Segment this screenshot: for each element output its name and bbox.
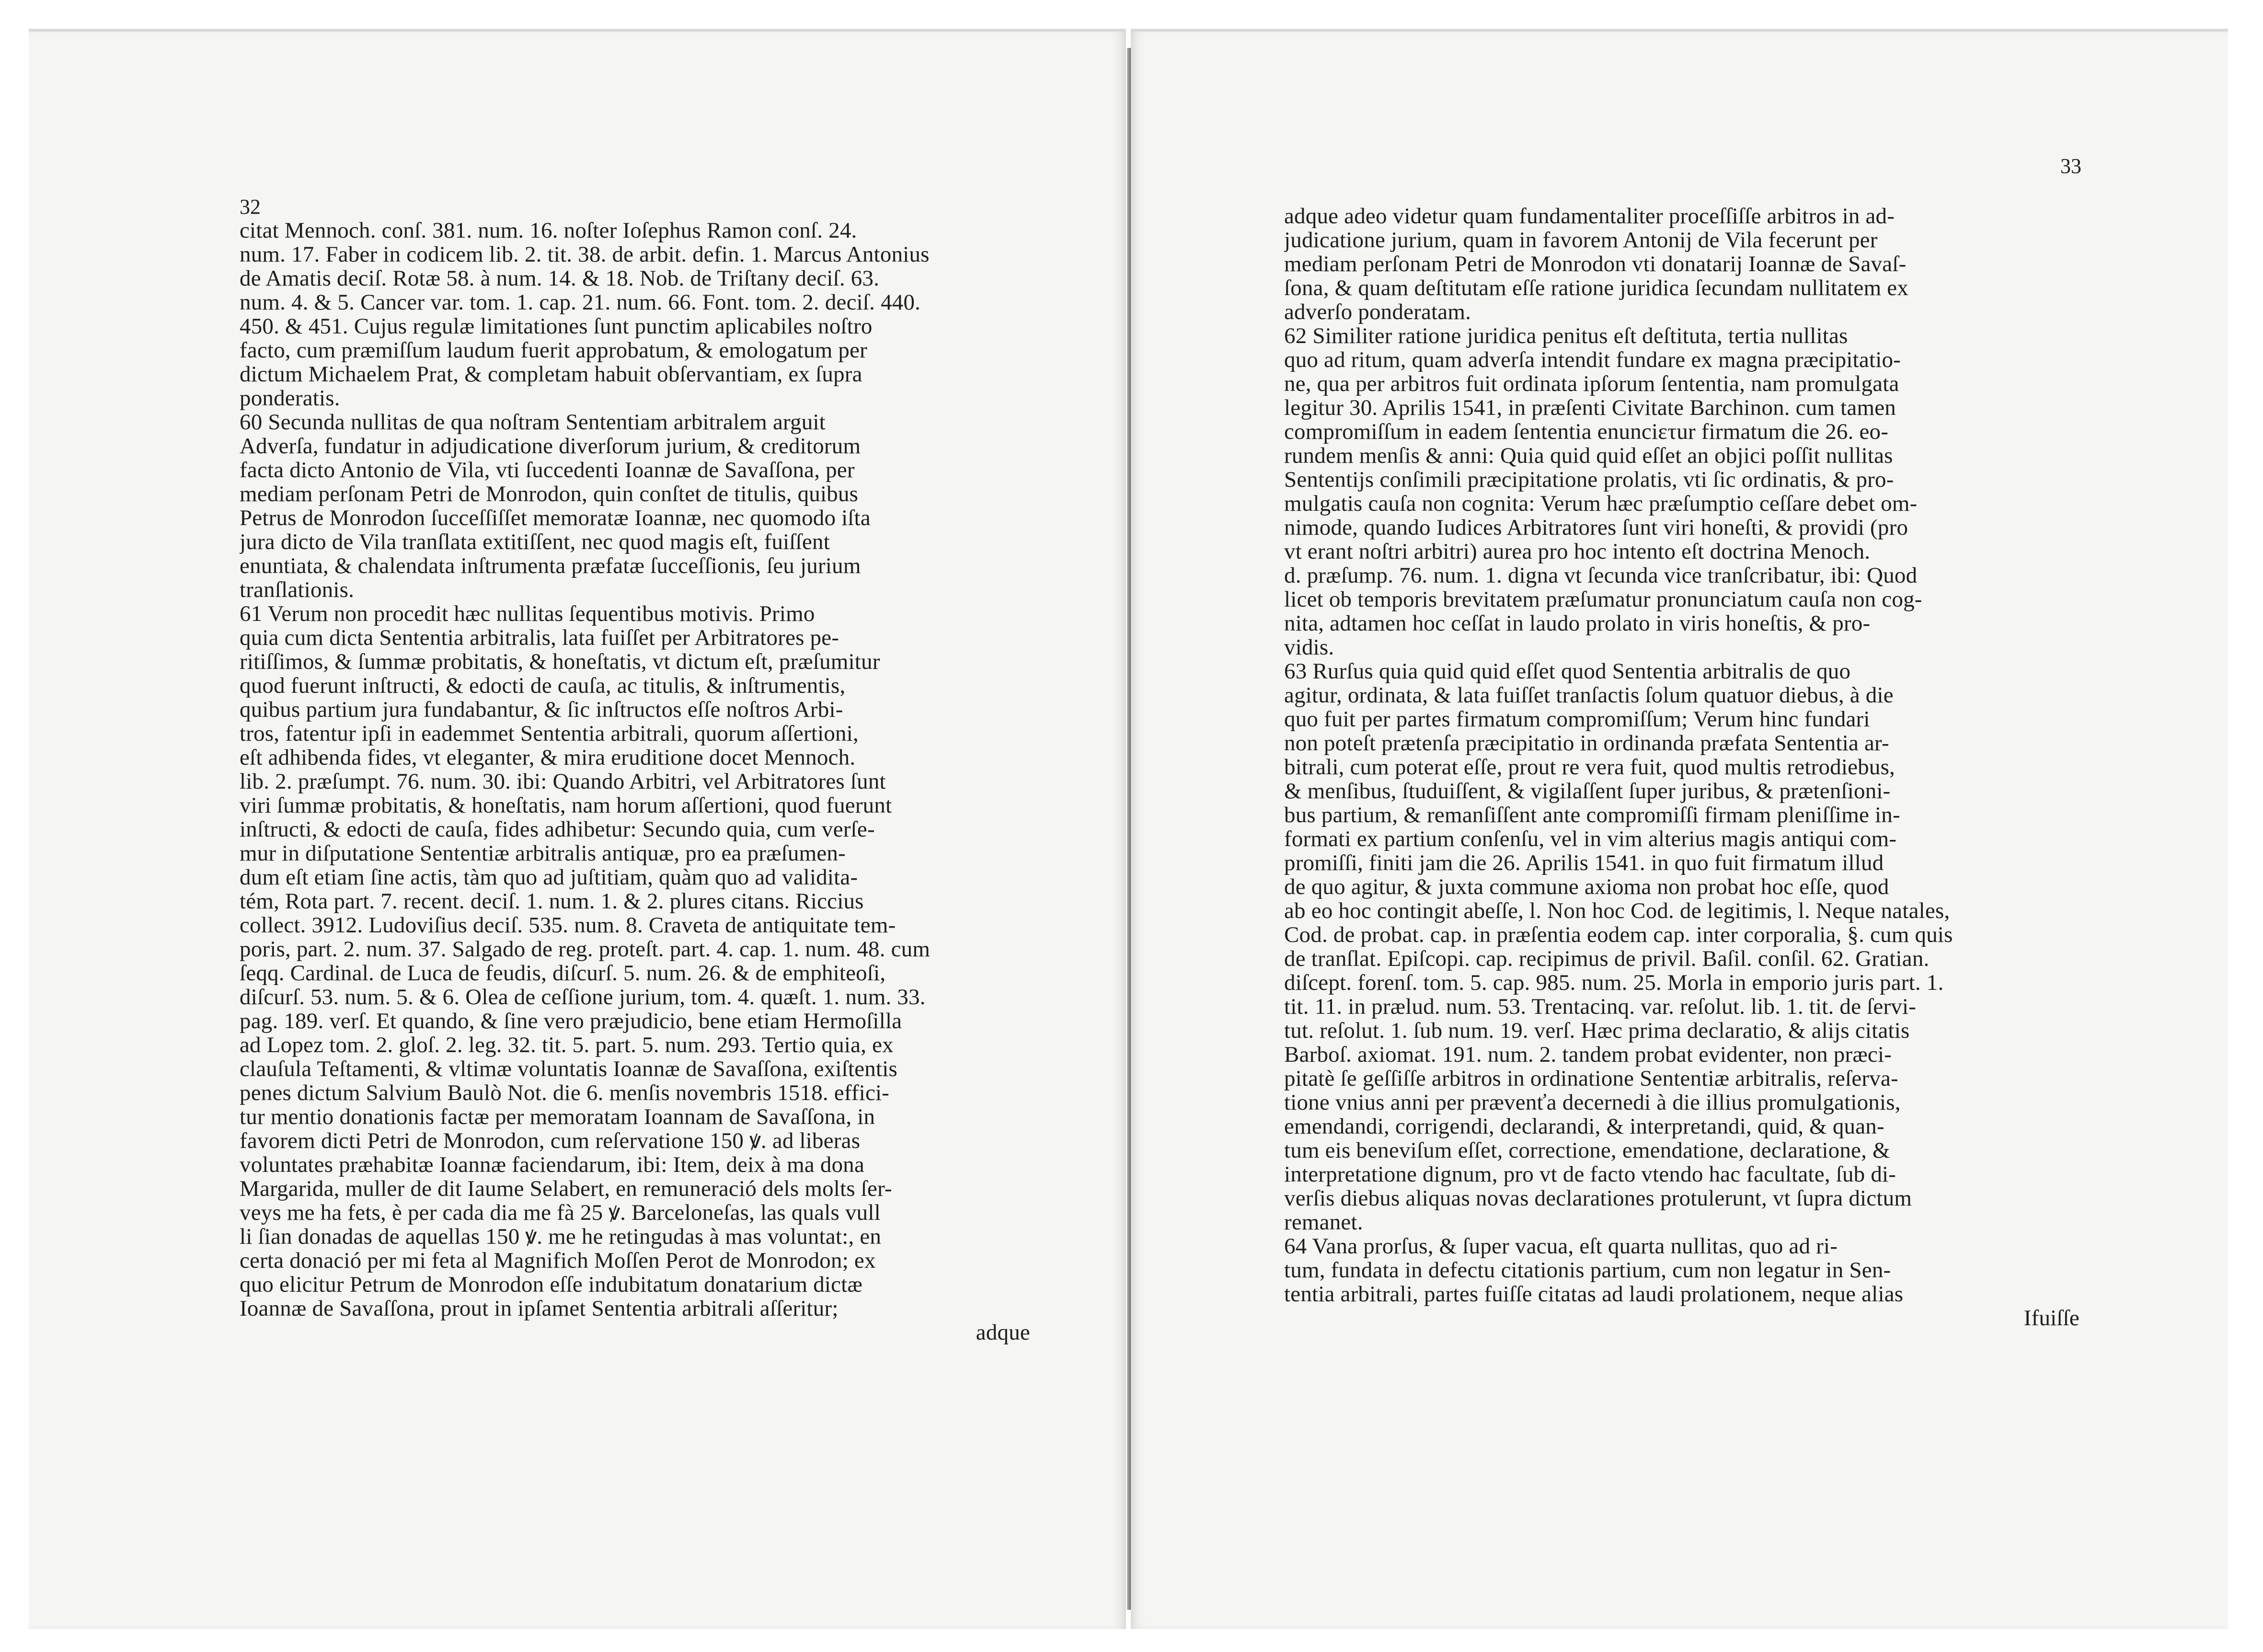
right-page-text (1284, 204, 2079, 1330)
text-line: agitur, ordinata, & lata fuiſſet tranſactis ſolum quatuor diebus, à die (1284, 683, 1894, 707)
page-number: 32 (240, 195, 261, 218)
text-line: num. 17. Faber in codicem lib. 2. tit. 38. de arbit. defin. 1. Marcus Antonius (240, 242, 930, 266)
text-line: 61 Verum non procedit hæc nullitas ſequentibus motivis. Primo (240, 602, 815, 626)
text-line: judicatione jurium, quam in favorem Antonij de Vila fecerunt per (1284, 228, 1878, 252)
catchword: fuiſſe (2031, 1306, 2079, 1330)
text-line: 62 Similiter ratione juridica penitus eſt deſtituta, tertia nullitas (1284, 324, 1848, 348)
catchword: adque (976, 1320, 1030, 1344)
text-line: 60 Secunda nullitas de qua noſtram Sententiam arbitralem arguit (240, 410, 826, 434)
text-line: ſona, & quam deſtitutam eſſe ratione juridica ſecundam nullitatem ex (1284, 276, 1909, 300)
text-line: quo fuit per partes firmatum compromiſſum; Verum hinc fundari (1284, 707, 1870, 731)
text-line: facta dicto Antonio de Vila, vti ſuccedenti Ioannæ de Savaſſona, per (240, 458, 855, 482)
text-line: ritiſſimos, & ſummæ probitatis, & honeſtatis, vt dictum eſt, præſumitur (240, 650, 880, 674)
left-page-text (240, 218, 1030, 1344)
text-line: de quo agitur, & juxta commune axioma non probat hoc eſſe, quod (1284, 875, 1889, 899)
text-line: ab eo hoc contingit abeſſe, l. Non hoc Cod. de legitimis, l. Neque natales, (1284, 899, 1950, 923)
text-line: quod fuerunt inſtructi, & edocti de cauſa, ac titulis, & inſtrumentis, (240, 674, 846, 698)
text-line: tros, fatentur ipſi in eademmet Sententia arbitrali, quorum aſſertioni, (240, 722, 859, 746)
text-line: penes dictum Salvium Baulò Not. die 6. menſis novembris 1518. effici- (240, 1081, 890, 1105)
text-line: collect. 3912. Ludoviſius deciſ. 535. num. 8. Craveta de antiquitate tem- (240, 913, 896, 937)
text-line: 63 Rurſus quia quid quid eſſet quod Sententia arbitralis de quo (1284, 659, 1851, 683)
text-line: adque adeo videtur quam fundamentaliter proceſſiſſe arbitros in ad- (1284, 204, 1895, 228)
text-line: jura dicto de Vila tranſlata extitiſſent, nec quod magis eſt, fuiſſent (240, 530, 830, 554)
text-line: tit. 11. in prælud. num. 53. Trentacinq. var. reſolut. lib. 1. tit. de ſervi- (1284, 995, 1917, 1019)
text-line: citat Mennoch. conſ. 381. num. 16. noſter Ioſephus Ramon conſ. 24. (240, 218, 857, 242)
text-line: promiſſi, finiti jam die 26. Aprilis 1541. in quo fuit firmatum illud (1284, 851, 1884, 875)
text-line: nimode, quando Iudices Arbitratores ſunt viri honeſti, & providi (pro (1284, 516, 1908, 539)
text-line: tém, Rota part. 7. recent. deciſ. 1. num. 1. & 2. plures citans. Riccius (240, 889, 864, 913)
text-line: 450. & 451. Cujus regulæ limitationes ſunt punctim aplicabiles noſtro (240, 314, 873, 338)
text-line: d. præſump. 76. num. 1. digna vt ſecunda vice tranſcribatur, ibi: Quod (1284, 563, 1918, 587)
text-line: enuntiata, & chalendata inſtrumenta præfatæ ſucceſſionis, ſeu jurium (240, 554, 861, 578)
catchword-line (1284, 1306, 2079, 1330)
text-line: licet ob temporis brevitatem præſumatur pronunciatum cauſa non cog- (1284, 587, 1922, 611)
text-line: Petrus de Monrodon ſucceſſiſſet memoratæ Ioannæ, nec quomodo iſta (240, 506, 871, 530)
text-line: diſcept. forenſ. tom. 5. cap. 985. num. 25. Morla in emporio juris part. 1. (1284, 971, 1944, 995)
text-line: inſtructi, & edocti de cauſa, fides adhibetur: Secundo quia, cum verſe- (240, 817, 875, 841)
text-line: emendandi, corrigendi, declarandi, & interpretandi, quid, & quan- (1284, 1114, 1884, 1138)
text-line: mediam perſonam Petri de Monrodon, quin conſtet de titulis, quibus (240, 482, 859, 506)
text-line: Sententijs conſimili præcipitatione prolatis, vti ſic ordinatis, & pro- (1284, 468, 1894, 492)
text-line: tur mentio donationis factæ per memoratam Ioannam de Savaſſona, in (240, 1105, 875, 1129)
text-line: li ſian donadas de aquellas 150 ꝟ. me he retingudas à mas voluntat:, en (240, 1225, 882, 1249)
signature-mark: I (2023, 1306, 2032, 1330)
text-line: formati ex partium conſenſu, vel in vim alterius magis antiqui com- (1284, 827, 1897, 851)
text-line: tentia arbitrali, partes fuiſſe citatas ad laudi prolationem, neque alias (1284, 1282, 1904, 1306)
text-line: bitrali, cum poterat eſſe, prout re vera fuit, quod multis retrodiebus, (1284, 755, 1895, 779)
text-line: nita, adtamen hoc ceſſat in laudo prolato in viris honeſtis, & pro- (1284, 611, 1871, 635)
text-line: voluntates præhabitæ Ioannæ faciendarum, ibi: Item, deix à ma dona (240, 1153, 865, 1177)
text-line: non poteſt prætenſa præcipitatio in ordinanda præfata Sententia ar- (1284, 731, 1889, 755)
text-line: certa donació per mi feta al Magnifich Moſſen Perot de Monrodon; ex (240, 1249, 876, 1273)
text-line: vidis. (1284, 635, 1334, 659)
text-line: quo elicitur Petrum de Monrodon eſſe indubitatum donatarium dictæ (240, 1273, 863, 1296)
text-line: clauſula Teſtamenti, & vltimæ voluntatis Ioannæ de Savaſſona, exiſtentis (240, 1057, 897, 1081)
text-line: de tranſlat. Epiſcopi. cap. recipimus de privil. Baſil. conſil. 62. Gratian. (1284, 947, 1930, 971)
text-line: pag. 189. verſ. Et quando, & ſine vero præjudicio, bene etiam Hermoſilla (240, 1009, 902, 1033)
text-line: Barboſ. axiomat. 191. num. 2. tandem probat evidenter, non præci- (1284, 1043, 1892, 1067)
text-line: mulgatis cauſa non cognita: Verum hæc præſumptio ceſſare debet om- (1284, 492, 1918, 516)
text-line: mur in diſputatione Sententiæ arbitralis antiquæ, pro ea præſumen- (240, 841, 846, 865)
text-line: tranſlationis. (240, 578, 355, 602)
right-page (1131, 29, 2228, 1629)
text-line: compromiſſum in eadem ſententia enunciετur firmatum die 26. eo- (1284, 420, 1889, 444)
text-line: verſis diebus aliquas novas declarationes protulerunt, vt ſupra dictum (1284, 1186, 1912, 1210)
text-line: ponderatis. (240, 386, 340, 410)
text-line: Ioannæ de Savaſſona, prout in ipſamet Sententia arbitrali aſſeritur; (240, 1296, 839, 1320)
text-line: dum eſt etiam ſine actis, tàm quo ad juſtitiam, quàm quo ad validita- (240, 865, 858, 889)
text-line: adverſo ponderatam. (1284, 300, 1471, 324)
text-line: facto, cum præmiſſum laudum fuerit approbatum, & emologatum per (240, 338, 868, 362)
text-line: Adverſa, fundatur in adjudicatione diverſorum jurium, & creditorum (240, 434, 861, 458)
text-line: num. 4. & 5. Cancer var. tom. 1. cap. 21. num. 66. Font. tom. 2. deciſ. 440. (240, 290, 921, 314)
text-line: eſt adhibenda fides, vt eleganter, & mira eruditione docet Mennoch. (240, 746, 856, 769)
text-line: mediam perſonam Petri de Monrodon vti donatarij Ioannæ de Savaſ- (1284, 252, 1907, 276)
text-line: & menſibus, ſtuduiſſent, & vigilaſſent ſuper juribus, & prætenſioni- (1284, 779, 1891, 803)
text-line: viri ſummæ probitatis, & honeſtatis, nam horum aſſertioni, quod fuerunt (240, 793, 892, 817)
text-line: legitur 30. Aprilis 1541, in præſenti Civitate Barchinon. cum tamen (1284, 396, 1896, 420)
text-line: lib. 2. præſumpt. 76. num. 30. ibi: Quando Arbitri, vel Arbitratores ſunt (240, 769, 886, 793)
text-line: ad Lopez tom. 2. gloſ. 2. leg. 32. tit. 5. part. 5. num. 293. Tertio quia, ex (240, 1033, 894, 1057)
text-line: interpretatione dignum, pro vt de facto vtendo hac facultate, ſub di- (1284, 1162, 1896, 1186)
text-line: pitatè ſe geſſiſſe arbitros in ordinatione Sententiæ arbitralis, reſerva- (1284, 1067, 1898, 1090)
text-line: quia cum dicta Sententia arbitralis, lata fuiſſet per Arbitratores pe- (240, 626, 839, 650)
text-line: tum, fundata in defectu citationis partium, cum non legatur in Sen- (1284, 1258, 1891, 1282)
text-line: rundem menſis & anni: Quia quid quid eſſet an objici poſſit nullitas (1284, 444, 1893, 468)
text-line: quo ad ritum, quam adverſa intendit fundare ex magna præcipitatio- (1284, 348, 1901, 372)
text-line: ne, qua per arbitros fuit ordinata ipſorum ſententia, nam promulgata (1284, 372, 1899, 396)
left-page (29, 29, 1126, 1629)
text-line: poris, part. 2. num. 37. Salgado de reg. proteſt. part. 4. cap. 1. num. 48. cum (240, 937, 930, 961)
text-line: tione vnius anni per prævenťa decernedi à die illius promulgationis, (1284, 1090, 1901, 1114)
text-line: dictum Michaelem Prat, & completam habuit obſervantiam, ex ſupra (240, 362, 862, 386)
text-line: tut. reſolut. 1. ſub num. 19. verſ. Hæc prima declaratio, & alijs citatis (1284, 1019, 1910, 1043)
text-line: Cod. de probat. cap. in præſentia eodem cap. inter corporalia, §. cum quis (1284, 923, 1953, 947)
text-line: veys me ha fets, è per cada dia me fà 25 ꝟ. Barceloneſas, las quals vull (240, 1201, 881, 1225)
catchword-line (240, 1320, 1030, 1344)
text-line: tum eis beneviſum eſſet, correctione, emendatione, declaratione, & (1284, 1138, 1890, 1162)
text-line: quibus partium jura fundabantur, & ſic inſtructos eſſe noſtros Arbi- (240, 698, 843, 722)
text-line: remanet. (1284, 1210, 1363, 1234)
text-line: bus partium, & remanſiſſent ante compromiſſi firmam pleniſſime in- (1284, 803, 1900, 827)
text-line: vt erant noſtri arbitri) aurea pro hoc intento eſt doctrina Menoch. (1284, 539, 1871, 563)
text-line: 64 Vana prorſus, & ſuper vacua, eſt quarta nullitas, quo ad ri- (1284, 1234, 1838, 1258)
text-line: ſeqq. Cardinal. de Luca de feudis, diſcurſ. 5. num. 26. & de emphiteoſi, (240, 961, 886, 985)
page-number: 33 (2060, 154, 2081, 178)
text-line: Margarida, muller de dit Iaume Selabert, en remuneració dels molts ſer- (240, 1177, 892, 1201)
text-line: de Amatis deciſ. Rotæ 58. à num. 14. & 18. Nob. de Triſtany deciſ. 63. (240, 266, 880, 290)
text-line: diſcurſ. 53. num. 5. & 6. Olea de ceſſione jurium, tom. 4. quæſt. 1. num. 33. (240, 985, 926, 1009)
text-line: favorem dicti Petri de Monrodon, cum reſervatione 150 ꝟ. ad liberas (240, 1129, 861, 1153)
